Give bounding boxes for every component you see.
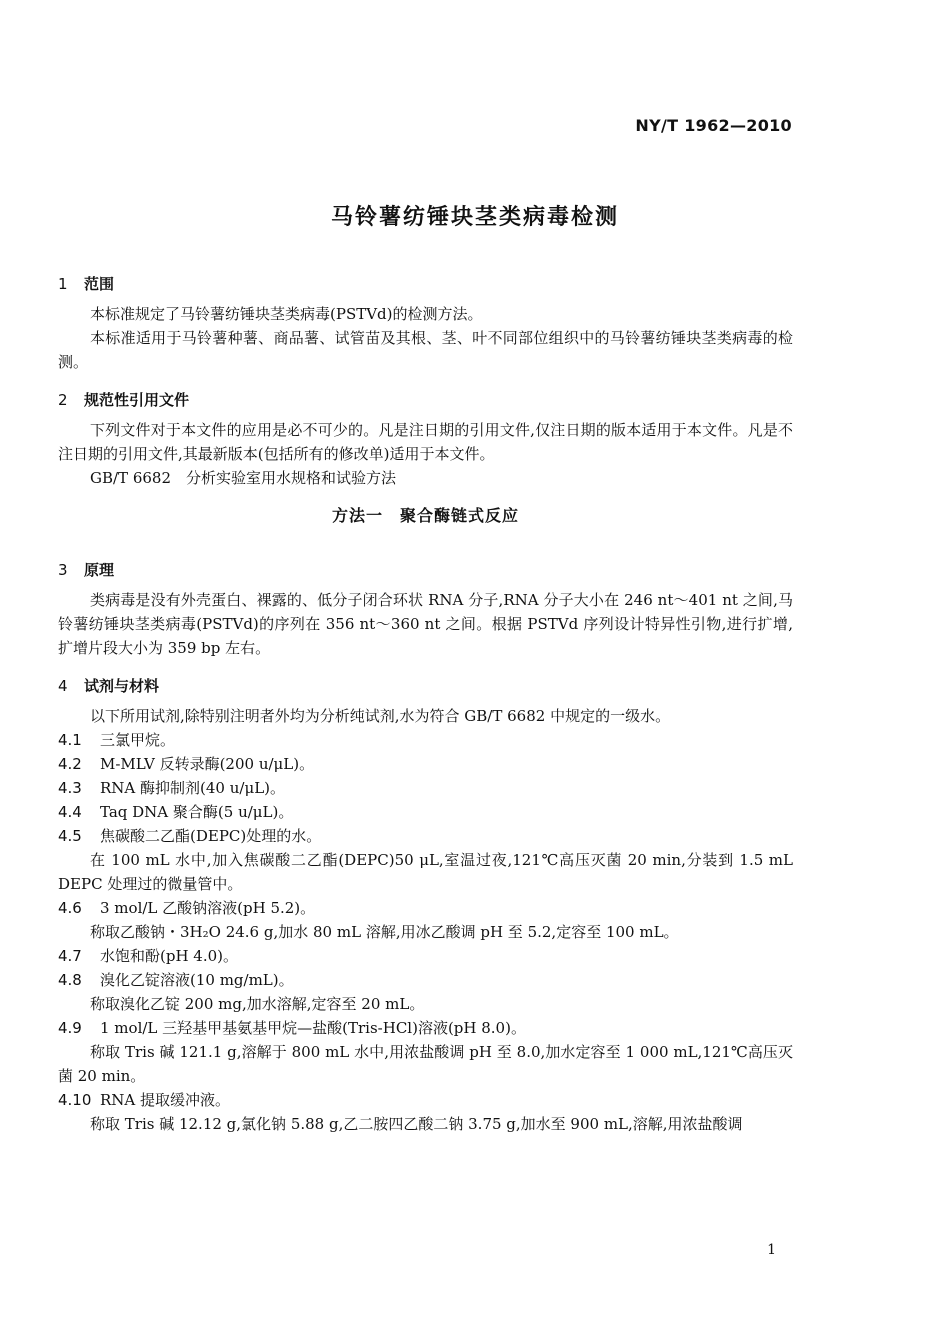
reagent-description: 称取乙酸钠・3H₂O 24.6 g,加水 80 mL 溶解,用冰乙酸调 pH 至 5.2,定容至 100 mL。 xyxy=(90,923,679,941)
section-1-paragraph-1: 本标准规定了马铃薯纺锤块茎类病毒(PSTVd)的检测方法。 xyxy=(90,305,483,323)
method-heading: 方法一 聚合酶链式反应 xyxy=(331,506,519,525)
reagent-item: 4.2 M-MLV 反转录酶(200 u/μL)。 xyxy=(58,755,315,773)
section-1-heading: 1 范围 xyxy=(58,275,115,293)
reagent-item: 4.4 Taq DNA 聚合酶(5 u/μL)。 xyxy=(58,803,294,821)
reagent-item: 4.1 三氯甲烷。 xyxy=(58,731,176,749)
section-4-heading: 4 试剂与材料 xyxy=(58,677,160,695)
reagent-description: 在 100 mL 水中,加入焦碳酸二乙酯(DEPC)50 μL,室温过夜,121℃高压灭菌 20 min,分装到 1.5 mL DEPC 处理过的微量管中。 xyxy=(58,851,793,893)
section-3-heading: 3 原理 xyxy=(58,561,115,579)
reagent-description: 称取 Tris 碱 12.12 g,氯化钠 5.88 g,乙二胺四乙酸二钠 3.75 g,加水至 900 mL,溶解,用浓盐酸调 xyxy=(90,1115,743,1133)
section-3-paragraph-1: 类病毒是没有外壳蛋白、裸露的、低分子闭合环状 RNA 分子,RNA 分子大小在 246 nt～401 nt 之间,马铃薯纺锤块茎类病毒(PSTVd)的序列在 356 nt～360 nt 之间。根据 PSTVd 序列设计特异性引物,进行扩增,扩增片段大小为 359 bp 左右。 xyxy=(58,591,793,657)
normative-reference: GB/T 6682 分析实验室用水规格和试验方法 xyxy=(90,469,397,487)
reagent-description: 称取 Tris 碱 121.1 g,溶解于 800 mL 水中,用浓盐酸调 pH 至 8.0,加水定容至 1 000 mL,121℃高压灭菌 20 min。 xyxy=(58,1043,793,1085)
section-2-heading: 2 规范性引用文件 xyxy=(58,391,190,409)
reagent-item: 4.8 溴化乙锭溶液(10 mg/mL)。 xyxy=(58,971,294,989)
section-2-paragraph-1: 下列文件对于本文件的应用是必不可少的。凡是注日期的引用文件,仅注日期的版本适用于本文件。凡是不注日期的引用文件,其最新版本(包括所有的修改单)适用于本文件。 xyxy=(58,421,793,463)
reagent-description: 称取溴化乙锭 200 mg,加水溶解,定容至 20 mL。 xyxy=(90,995,425,1013)
document-title: 马铃薯纺锤块茎类病毒检测 xyxy=(330,205,619,230)
standard-code: NY/T 1962—2010 xyxy=(635,116,792,135)
reagent-item: 4.5 焦碳酸二乙酯(DEPC)处理的水。 xyxy=(58,827,322,845)
reagent-item: 4.3 RNA 酶抑制剂(40 u/μL)。 xyxy=(58,779,286,797)
reagent-item: 4.10 RNA 提取缓冲液。 xyxy=(58,1091,231,1109)
document-body xyxy=(58,272,793,1136)
section-4-paragraph-1: 以下所用试剂,除特别注明者外均为分析纯试剂,水为符合 GB/T 6682 中规定的一级水。 xyxy=(90,707,671,725)
reagent-item: 4.7 水饱和酚(pH 4.0)。 xyxy=(58,947,239,965)
page-number: 1 xyxy=(767,1242,776,1258)
reagent-item: 4.6 3 mol/L 乙酸钠溶液(pH 5.2)。 xyxy=(58,899,316,917)
section-1-paragraph-2: 本标准适用于马铃薯种薯、商品薯、试管苗及其根、茎、叶不同部位组织中的马铃薯纺锤块茎类病毒的检测。 xyxy=(58,329,793,371)
reagent-item: 4.9 1 mol/L 三羟基甲基氨基甲烷—盐酸(Tris-HCl)溶液(pH 8.0)。 xyxy=(58,1019,526,1037)
